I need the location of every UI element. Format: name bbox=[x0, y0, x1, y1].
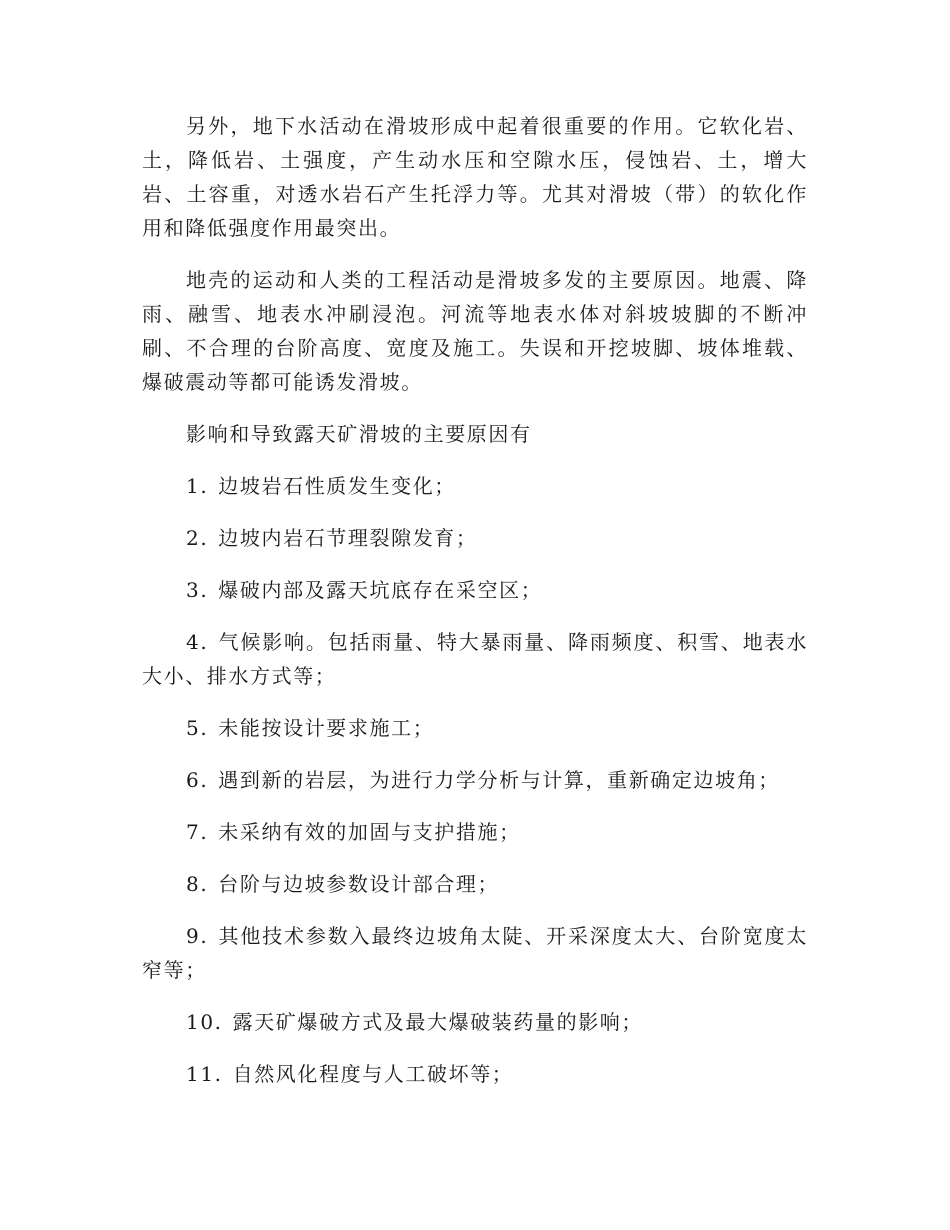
paragraph-causes: 地壳的运动和人类的工程活动是滑坡多发的主要原因。地震、降雨、融雪、地表水冲刷浸泡。河流等地表水体对斜坡坡脚的不断冲刷、不合理的台阶高度、宽度及施工。失误和开挖坡脚、坡体堆载、爆破震动等都可能诱发滑坡。 bbox=[142, 268, 808, 394]
list-item bbox=[142, 625, 808, 693]
item-number: 5. bbox=[186, 716, 209, 740]
list-item bbox=[142, 469, 808, 503]
item-number: 1. bbox=[186, 474, 209, 498]
item-text: 露天矿爆破方式及最大爆破装药量的影响； bbox=[232, 1010, 644, 1034]
document-page bbox=[142, 109, 808, 1109]
item-number: 9. bbox=[186, 924, 209, 948]
item-number: 7. bbox=[186, 820, 209, 844]
list-item bbox=[142, 763, 808, 797]
list-item bbox=[142, 919, 808, 987]
list-item bbox=[142, 867, 808, 901]
list-intro: 影响和导致露天矿滑坡的主要原因有 bbox=[186, 422, 532, 446]
item-text: 未能按设计要求施工； bbox=[218, 716, 435, 740]
item-text: 边坡内岩石节理裂隙发育； bbox=[218, 526, 478, 550]
paragraph-groundwater: 另外，地下水活动在滑坡形成中起着很重要的作用。它软化岩、土，降低岩、土强度，产生动水压和空隙水压，侵蚀岩、土，增大岩、土容重，对透水岩石产生托浮力等。尤其对滑坡（带）的软化作用和降低强度作用最突出。 bbox=[142, 114, 808, 240]
item-text: 其他技术参数入最终边坡角太陡、开采深度太大、台阶宽度太窄等； bbox=[142, 924, 808, 982]
item-number: 6. bbox=[186, 768, 209, 792]
item-text: 边坡岩石性质发生变化； bbox=[218, 474, 456, 498]
item-text: 气候影响。包括雨量、特大暴雨量、降雨频度、积雪、地表水大小、排水方式等； bbox=[142, 630, 808, 688]
list-item bbox=[142, 573, 808, 607]
item-number: 11. bbox=[186, 1062, 223, 1086]
item-text: 自然风化程度与人工破坏等； bbox=[232, 1062, 514, 1086]
item-number: 8. bbox=[186, 872, 209, 896]
list-item bbox=[142, 1005, 808, 1039]
list-item bbox=[142, 521, 808, 555]
cause-list bbox=[142, 469, 808, 1091]
item-text: 爆破内部及露天坑底存在采空区； bbox=[218, 578, 543, 602]
item-number: 2. bbox=[186, 526, 209, 550]
item-text: 未采纳有效的加固与支护措施； bbox=[218, 820, 521, 844]
list-item bbox=[142, 711, 808, 745]
item-text: 台阶与边坡参数设计部合理； bbox=[218, 872, 500, 896]
item-number: 4. bbox=[186, 630, 209, 654]
item-number: 3. bbox=[186, 578, 209, 602]
list-item bbox=[142, 1057, 808, 1091]
item-text: 遇到新的岩层，为进行力学分析与计算，重新确定边坡角； bbox=[218, 768, 780, 792]
item-number: 10. bbox=[186, 1010, 223, 1034]
list-item bbox=[142, 815, 808, 849]
